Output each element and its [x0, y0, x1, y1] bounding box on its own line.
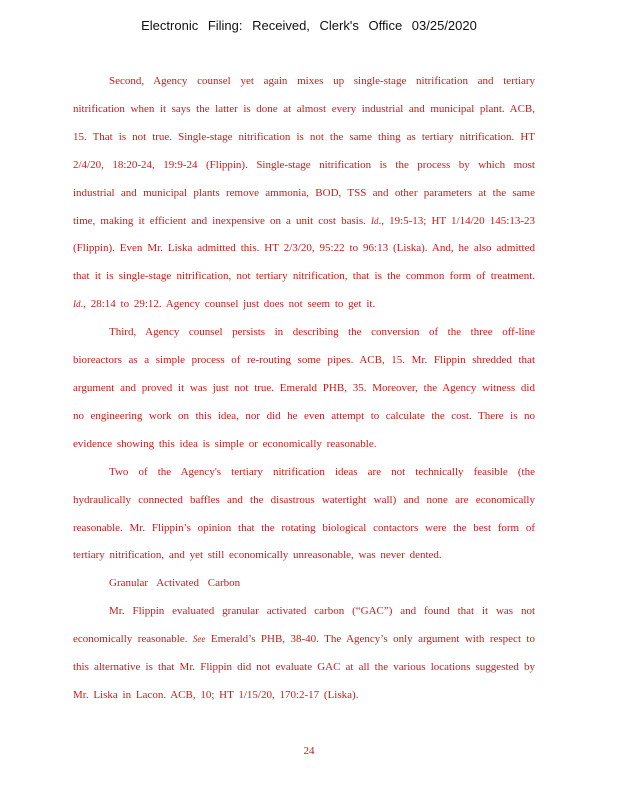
paragraph-gac	[73, 598, 535, 710]
paragraph-text: Mr. Flippin evaluated granular activated carbon (“GAC”) and found that it was not economically reasonable.	[73, 605, 535, 646]
paragraph-text: ., 19:5-13; HT 1/14/20 145:13-23 (Flippin). Even Mr. Liska admitted this. HT 2/3/20, 95:22 to 96:13 (Liska). And, he also admitted that it is single-stage nitrification, not tertiary nitrification, that is the common form of treatment.	[73, 214, 535, 283]
filing-stamp-header: Electronic Filing: Received, Clerk's Office 03/25/2020	[141, 18, 477, 33]
paragraph-text: Second, Agency counsel yet again mixes up single-stage nitrification and tertiary nitrification when it says the latter is done at almost every industrial and municipal plant. ACB, 15. That is not true. Single-stage nitrification is not the same thing as tertiary nitrification. HT 2/4/20, 18:20-24, 19:9-24 (Flippin). Single-stage nitrification is the process by which most industrial and municipal plants remove ammonia, BOD, TSS and other parameters at the same time, making it efficient and inexpensive on a unit cost basis.	[73, 75, 535, 227]
section-heading: Granular Activated Carbon	[109, 577, 241, 590]
paragraph-text: ., 28:14 to 29:12. Agency counsel just does not seem to get it.	[80, 298, 376, 311]
citation-see: See	[192, 634, 206, 645]
citation-id: Id	[73, 299, 81, 310]
citation-id: Id	[370, 215, 379, 226]
paragraph-tertiary-ideas: Two of the Agency's tertiary nitrification ideas are not technically feasible (the hydraulically connected baffles and the disastrous watertight wall) and none are economically reasonable. Mr. Flippin’s opinion that the rotating biological contactors were the best form of tertiary nitrification, and yet still economically unreasonable, was never dented.	[73, 465, 535, 562]
paragraph-single-stage-nitrification	[73, 68, 535, 319]
page-number: 24	[303, 745, 315, 757]
paragraph-bioreactors: Third, Agency counsel persists in describing the conversion of the three off-line bioreactors as a simple process of re-routing some pipes. ACB, 15. Mr. Flippin shredded that argument and proved it was just not true. Emerald PHB, 35. Moreover, the Agency witness did no engineering work on this idea, nor did he even attempt to calculate the cost. There is no evidence showing this idea is simple or economically reasonable.	[73, 326, 535, 450]
document-body	[73, 68, 535, 710]
paragraph-text: Emerald’s PHB, 38-40. The Agency’s only argument with respect to this alternative is that Mr. Flippin did not evaluate GAC at all the various locations suggested by Mr. Liska in Lacon. ACB, 10; HT 1/15/20, 170:2-17 (Liska).	[73, 633, 535, 701]
